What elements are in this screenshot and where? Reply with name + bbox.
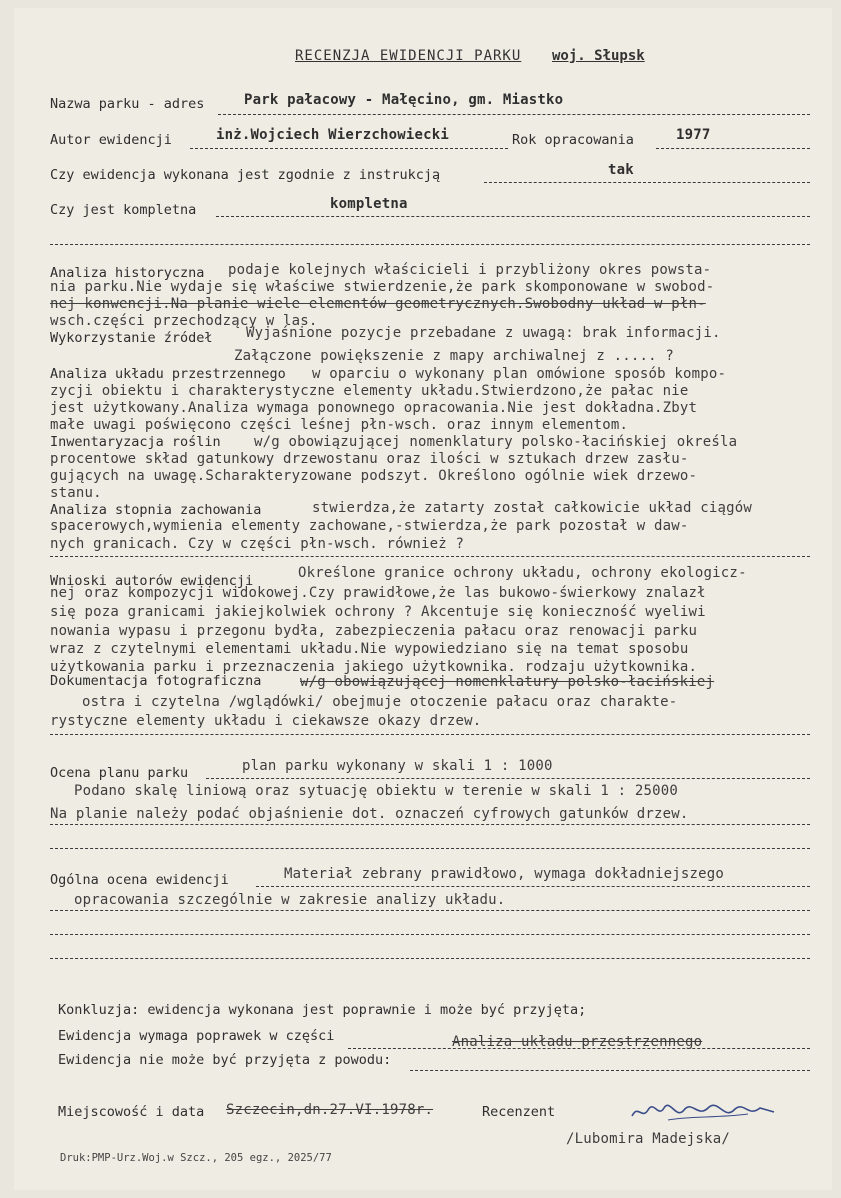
spatial-label: Analiza układu przestrzennego	[50, 366, 286, 382]
park-name-value: Park pałacowy - Małęcino, gm. Miastko	[244, 92, 564, 108]
divider	[50, 958, 810, 959]
divider	[50, 934, 810, 935]
condition-line-2: spacerowych,wymienia elementy zachowane,-stwierdza,że park pozostał w daw-	[50, 518, 689, 534]
complete-label: Czy jest kompletna	[50, 202, 197, 218]
divider	[50, 556, 810, 557]
divider	[206, 778, 810, 779]
photos-line-3: rystyczne elementy układu i ciekawsze okazy drzew.	[50, 713, 482, 729]
park-name-label: Nazwa parku - adres	[50, 96, 205, 112]
verdict-corrections-value: Analiza układu przestrzennego	[452, 1034, 703, 1050]
instruction-label: Czy ewidencja wykonana jest zgodnie z instrukcją	[50, 167, 441, 183]
plants-line-2: procentowe skład gatunkowy drzewostanu oraz ilości w sztukach drzew zasłu-	[50, 451, 689, 467]
handwritten-signature	[628, 1098, 778, 1126]
sources-line-2: Załączone powiększenie z mapy archiwalnej z ..... ?	[234, 348, 675, 364]
plan-line-3: Na planie należy podać objaśnienie dot. oznaczeń cyfrowych gatunków drzew.	[50, 806, 689, 822]
divider	[410, 1070, 810, 1071]
divider	[656, 148, 810, 149]
conclusions-line-6: użytkowania parku i przeznaczenia jakiego użytkownika. rodzaju użytkownika.	[50, 659, 698, 675]
complete-value: kompletna	[330, 196, 408, 212]
overall-line-2: opracowania szczególnie w zakresie analizy układu.	[74, 892, 506, 908]
photos-line-2: ostra i czytelna /wglądówki/ obejmuje otoczenie pałacu oraz charakte-	[82, 694, 678, 710]
photos-line-1: w/g obowiązującej nomenklatury polsko-łacińskiej	[300, 674, 715, 690]
place-date-value: Szczecin,dn.27.VI.1978r.	[226, 1102, 434, 1118]
divider	[216, 216, 810, 217]
divider	[256, 886, 810, 887]
place-date-label: Miejscowość i data	[58, 1104, 205, 1120]
reviewer-label: Recenzent	[482, 1104, 556, 1120]
verdict-rejected-label: Ewidencja nie może być przyjęta z powodu:	[58, 1052, 392, 1068]
form-title: RECENZJA EWIDENCJI PARKU	[295, 48, 522, 64]
plan-label: Ocena planu parku	[50, 765, 189, 781]
history-line-3: nej konwencji.Na planie wiele elementów geometrycznych.Swobodny układ w płn-	[50, 296, 706, 312]
conclusions-line-2: nej oraz kompozycji widokowej.Czy prawidłowe,że las bukowo-świerkowy znalazł	[50, 585, 706, 601]
year-value: 1977	[676, 127, 711, 143]
divider	[484, 182, 810, 183]
region-label: woj. Słupsk	[552, 48, 645, 64]
history-line-4: wsch.części przechodzący w las.	[50, 313, 318, 329]
divider	[50, 734, 810, 735]
conclusions-label: Wnioski autorów ewidencji	[50, 573, 254, 589]
plan-line-2: Podano skalę liniową oraz sytuację obiektu w terenie w skali 1 : 25000	[74, 783, 679, 799]
divider	[50, 848, 810, 849]
divider	[50, 244, 810, 245]
plan-line-1: plan parku wykonany w skali 1 : 1000	[242, 758, 553, 774]
spatial-line-4: małe uwagi poświęcono części leśnej płn-wsch. oraz innym elementom.	[50, 417, 629, 433]
conclusions-line-1: Określone granice ochrony układu, ochrony ekologicz-	[298, 565, 747, 581]
print-note: Druk:PMP-Urz.Woj.w Szcz., 205 egz., 2025/77	[60, 1152, 332, 1164]
author-label: Autor ewidencji	[50, 132, 172, 148]
photos-label: Dokumentacja fotograficzna	[50, 673, 262, 689]
overall-label: Ogólna ocena ewidencji	[50, 872, 229, 888]
overall-line-1: Materiał zebrany prawidłowo, wymaga dokładniejszego	[284, 866, 725, 882]
spatial-line-2: zycji obiektu i charakterystyczne elementy układu.Stwierdzono,że pałac nie	[50, 383, 689, 399]
condition-label: Analiza stopnia zachowania	[50, 502, 262, 518]
year-label: Rok opracowania	[512, 132, 634, 148]
sources-line-1: Wyjaśnione pozycje przebadane z uwagą: brak informacji.	[246, 325, 721, 341]
verdict-accepted: Konkluzja: ewidencja wykonana jest poprawnie i może być przyjęta;	[58, 1002, 587, 1018]
plants-line-1: w/g obowiązującej nomenklatury polsko-łacińskiej określa	[254, 434, 738, 450]
conclusions-line-5: wraz z czytelnymi elementami układu.Nie wypowiedziano się na temat sposobu	[50, 641, 689, 657]
history-line-1: podaje kolejnych właścicieli i przybliżony okres powsta-	[228, 262, 712, 278]
condition-line-1: stwierdza,że zatarty został całkowicie układ ciągów	[312, 500, 753, 516]
sources-label: Wykorzystanie źródeł	[50, 330, 213, 346]
divider	[50, 824, 810, 825]
plants-line-3: gujących na uwagę.Scharakteryzowane podszyt. Określono ogólnie wiek drzewo-	[50, 468, 698, 484]
verdict-corrections-label: Ewidencja wymaga poprawek w części	[58, 1028, 335, 1044]
plants-line-4: stanu.	[50, 485, 102, 501]
conclusions-line-3: się poza granicami jakiejkolwiek ochrony ? Akcentuje się konieczność wyeliwi	[50, 604, 706, 620]
author-value: inż.Wojciech Wierzchowiecki	[216, 127, 449, 143]
condition-line-3: nych granicach. Czy w części płn-wsch. również ?	[50, 536, 465, 552]
divider	[348, 1048, 810, 1049]
instruction-value: tak	[608, 162, 634, 178]
divider	[50, 910, 810, 911]
reviewer-name: /Lubomira Madejska/	[566, 1131, 730, 1147]
divider	[190, 148, 508, 149]
divider	[218, 114, 810, 115]
history-label: Analiza historyczna	[50, 265, 205, 281]
spatial-line-3: jest użytkowany.Analiza wymaga ponownego opracowania.Nie jest dokładna.Zbyt	[50, 400, 698, 416]
plants-label: Inwentaryzacja roślin	[50, 434, 221, 450]
spatial-line-1: w oparciu o wykonany plan omówione sposób kompo-	[312, 366, 727, 382]
conclusions-line-4: nowania wypasu i przegonu bydła, zabezpieczenia pałacu oraz renowacji parku	[50, 623, 698, 639]
history-line-2: nia parku.Nie wydaje się właściwe stwierdzenie,że park skomponowane w swobod-	[50, 279, 715, 295]
